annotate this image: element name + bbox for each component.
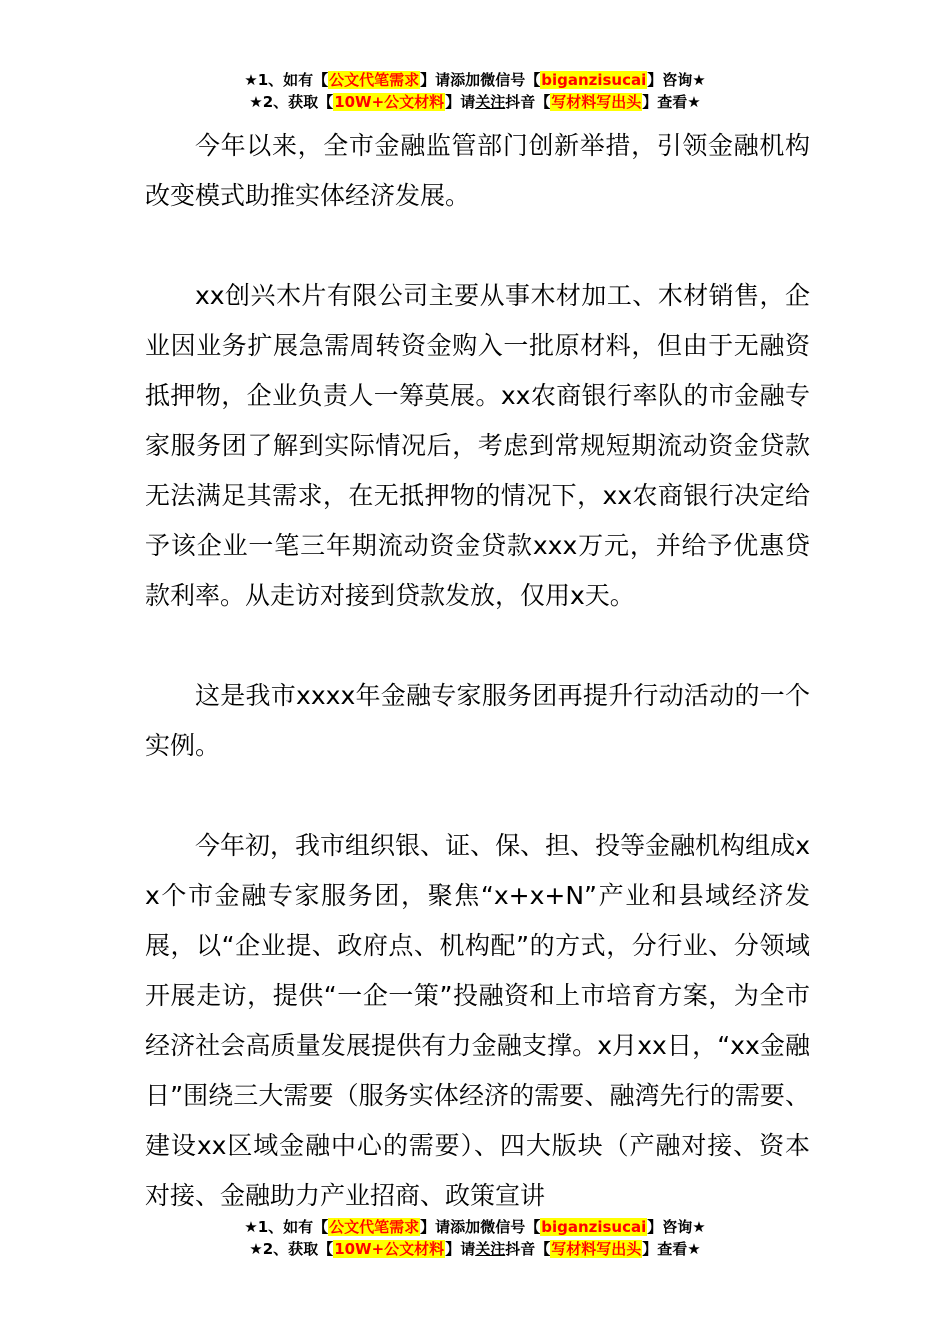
banner-text: 】查看★ (642, 93, 701, 111)
banner-text: 】请添加 (420, 71, 481, 89)
banner-text: ★1、如有【 (244, 1218, 329, 1236)
banner-line-2 (0, 1238, 950, 1260)
banner-line-1 (0, 69, 950, 91)
banner-line-2 (0, 91, 950, 113)
banner-text: 】咨询★ (647, 1218, 706, 1236)
banner-text: 微信号【 (480, 1218, 541, 1236)
banner-text: 】请添加 (420, 1218, 481, 1236)
paragraph: 今年初，我市组织银、证、保、担、投等金融机构组成xx个市金融专家服务团，聚焦“x+x+N”产业和县域经济发展，以“企业提、政府点、机构配”的方式，分行业、分领域开展走访，提供“一企一策”投融资和上市培育方案，为全市经济社会高质量发展提供有力金融支撑。x月xx日，“xx金融日”围绕三大需要（服务实体经济的需要、融湾先行的需要、建设xx区域金融中心的需要）、四大版块（产融对接、资本对接、金融助力产业招商、政策宣讲 (145, 831, 810, 1210)
highlight-text: 公文代笔需求 (329, 1218, 420, 1236)
douyin-id-highlight: 写材料写出头 (551, 93, 642, 111)
banner-text: 】请 (445, 93, 476, 111)
banner-text: 】咨询★ (647, 71, 706, 89)
wechat-id-highlight: biganzisucai (541, 1218, 647, 1236)
banner-text: 抖音【 (505, 1240, 551, 1258)
highlight-text: 10W+公文材料 (334, 93, 445, 111)
highlight-text: 10W+公文材料 (334, 1240, 445, 1258)
banner-text: ★2、获取【 (249, 93, 334, 111)
banner-text: ★2、获取【 (249, 1240, 334, 1258)
paragraph: 这是我市xxxx年金融专家服务团再提升行动活动的一个实例。 (145, 681, 810, 760)
douyin-id-highlight: 写材料写出头 (551, 1240, 642, 1258)
underlined-text: 关注 (475, 1240, 506, 1258)
banner-text: 】请 (445, 1240, 476, 1258)
underlined-text: 关注 (475, 93, 506, 111)
header-banner (0, 69, 950, 113)
paragraph: 今年以来，全市金融监管部门创新举措，引领金融机构改变模式助推实体经济发展。 (145, 131, 810, 210)
wechat-id-highlight: biganzisucai (541, 71, 647, 89)
banner-text: 抖音【 (505, 93, 551, 111)
banner-text: ★1、如有【 (244, 71, 329, 89)
footer-banner (0, 1216, 950, 1260)
banner-text: 】查看★ (642, 1240, 701, 1258)
banner-text: 微信号【 (480, 71, 541, 89)
banner-line-1 (0, 1216, 950, 1238)
paragraph: xx创兴木片有限公司主要从事木材加工、木材销售，企业因业务扩展急需周转资金购入一批原材料，但由于无融资抵押物，企业负责人一筹莫展。xx农商银行率队的市金融专家服务团了解到实际情况后，考虑到常规短期流动资金贷款无法满足其需求，在无抵押物的情况下，xx农商银行决定给予该企业一笔三年期流动资金贷款xxx万元，并给予优惠贷款利率。从走访对接到贷款发放，仅用x天。 (145, 281, 810, 610)
document-body (145, 121, 810, 1221)
highlight-text: 公文代笔需求 (329, 71, 420, 89)
